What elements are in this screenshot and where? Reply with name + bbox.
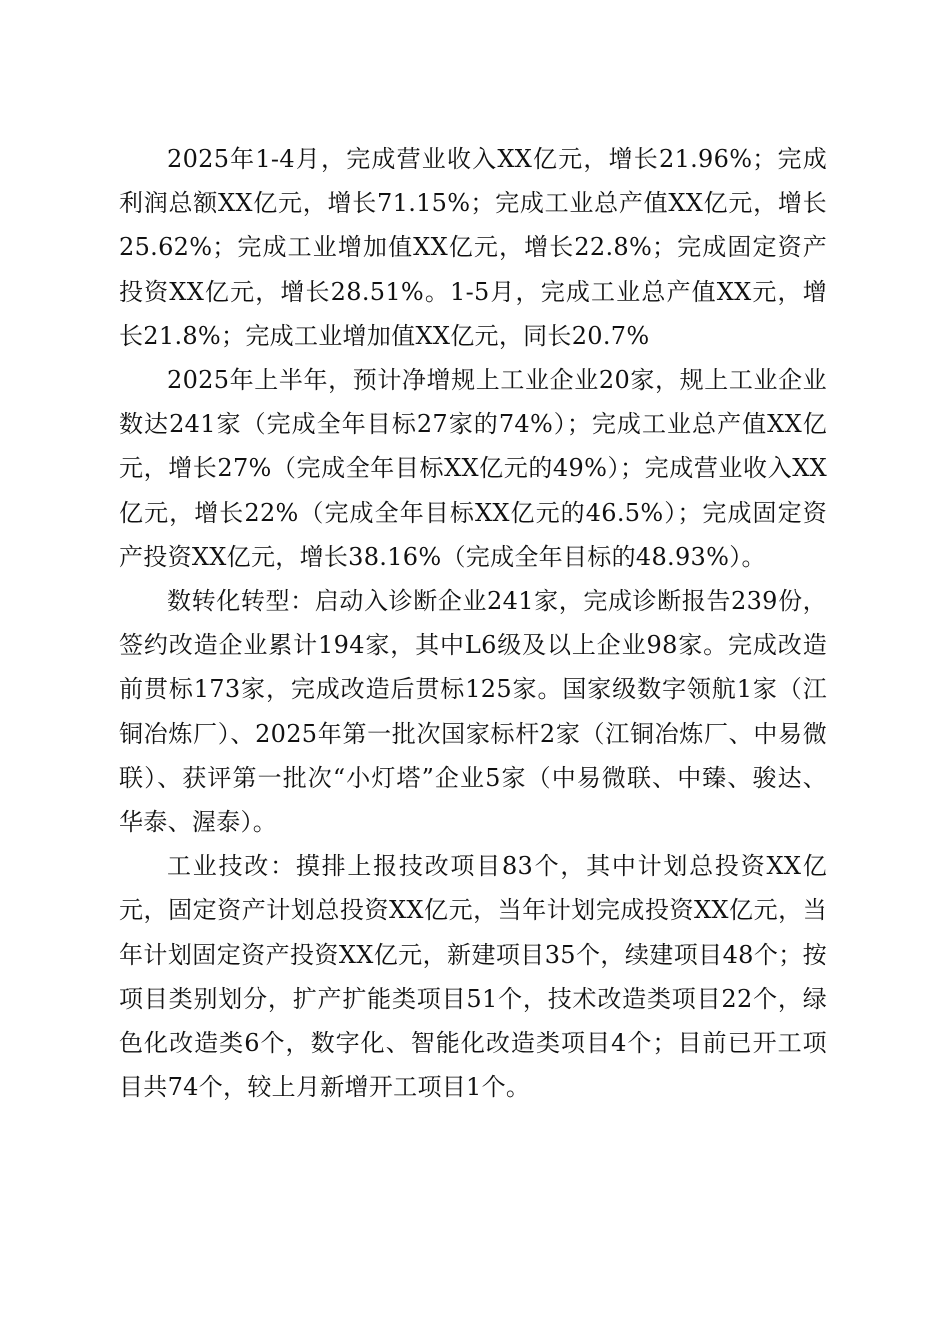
paragraph-jan-apr-performance: 2025年1-4月，完成营业收入XX亿元，增长21.96%；完成利润总额XX亿元，增长71.15%；完成工业总产值XX亿元，增长25.62%；完成工业增加值XX亿元，增长22.8%；完成固定资产投资XX亿元，增长28.51%。1-5月，完成工业总产值XX元，增长21.8%；完成工业增加值XX亿元，同长20.7%	[119, 145, 827, 350]
paragraph-digital-transformation: 数转化转型：启动入诊断企业241家，完成诊断报告239份，签约改造企业累计194家，其中L6级及以上企业98家。完成改造前贯标173家，完成改造后贯标125家。国家级数字领航1家（江铜冶炼厂）、2025年第一批次国家标杆2家（江铜冶炼厂、中易微联）、获评第一批次“小灯塔”企业5家（中易微联、中臻、骏达、华泰、渥泰）。	[119, 587, 827, 837]
paragraph-industrial-upgrade: 工业技改：摸排上报技改项目83个，其中计划总投资XX亿元，固定资产计划总投资XX亿元，当年计划完成投资XX亿元，当年计划固定资产投资XX亿元，新建项目35个，续建项目48个；按项目类别划分，扩产扩能类项目51个，技术改造类项目22个，绿色化改造类6个，数字化、智能化改造类项目4个；目前已开工项目共74个，较上月新增开工项目1个。	[119, 852, 827, 1102]
document-body	[119, 137, 827, 1109]
paragraph-first-half-forecast: 2025年上半年，预计净增规上工业企业20家，规上工业企业数达241家（完成全年目标27家的74%）；完成工业总产值XX亿元，增长27%（完成全年目标XX亿元的49%）；完成营业收入XX亿元，增长22%（完成全年目标XX亿元的46.5%）；完成固定资产投资XX亿元，增长38.16%（完成全年目标的48.93%）。	[119, 366, 827, 571]
